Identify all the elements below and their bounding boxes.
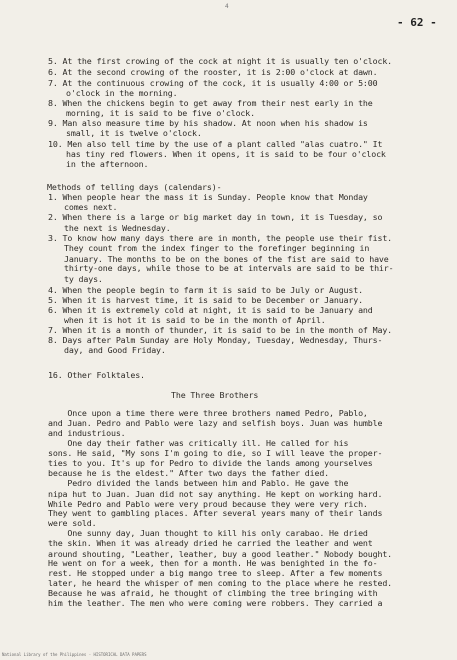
text-line: 10. Men also tell time by the use of a plant called "alas cuatro." It <box>48 139 383 149</box>
text-line: One day their father was critically ill. He called for his <box>48 438 349 448</box>
text-line: day, and Good Friday. <box>64 345 166 355</box>
text-line: ties to you. It's up for Pedro to divide the lands among yourselves <box>48 458 373 468</box>
text-line: Methods of telling days (calendars)- <box>47 182 222 192</box>
text-line: and industrious. <box>48 428 126 438</box>
text-line: 2. When there is a large or big market day in town, it is Tuesday, so <box>48 212 383 222</box>
text-line: later, he heard the whisper of men coming to the place where he rested. <box>48 578 393 588</box>
text-line: morning, it is said to be five o'clock. <box>66 108 255 118</box>
text-line: small, it is twelve o'clock. <box>66 128 202 138</box>
text-line: 7. At the continuous crowing of the cock, it is usually 4:00 or 5:00 <box>48 78 378 88</box>
text-line: in the afternoon. <box>66 159 149 169</box>
text-line: has tiny red flowers. When it opens, it is said to be four o'clock <box>66 149 386 159</box>
text-line: He went on for a week, then for a month. He was benighted in the fo- <box>48 558 378 568</box>
text-line: One sunny day, Juan thought to kill his only carabao. He dried <box>48 528 368 538</box>
text-line: and Juan. Pedro and Pablo were lazy and selfish boys. Juan was humble <box>48 418 383 428</box>
text-line: Because he was afraid, he thought of climbing the tree bringing with <box>48 588 378 598</box>
top-mark: 4 <box>225 3 229 10</box>
text-line: 8. When the chickens begin to get away from their nest early in the <box>48 98 373 108</box>
text-line: 5. At the first crowing of the cock at night it is usually ten o'clock. <box>48 56 393 66</box>
text-line: 3. To know how many days there are in month, the people use their fist. <box>48 233 393 243</box>
text-line: were sold. <box>48 518 97 528</box>
text-line: ty days. <box>64 274 103 284</box>
text-line: 5. When it is harvest time, it is said to be December or January. <box>48 295 363 305</box>
text-line: comes next. <box>64 202 118 212</box>
text-line: They went to gambling places. After several years many of their lands <box>48 508 383 518</box>
text-line: thirty-one days, while those to be at intervals are said to be thir- <box>64 263 394 273</box>
text-line: 4. When the people begin to farm it is said to be July or August. <box>48 285 363 295</box>
text-line: 6. When it is extremely cold at night, it is said to be January and <box>48 305 373 315</box>
text-line: 9. Man also measure time by his shadow. At noon when his shadow is <box>48 118 368 128</box>
text-line: 7. When it is a month of thunder, it is said to be in the month of May. <box>48 325 393 335</box>
text-line: rest. He stopped under a big mango tree to sleep. After a few moments <box>48 568 383 578</box>
page-number: - 62 - <box>397 16 437 29</box>
text-line: the next is Wednesday. <box>64 223 171 233</box>
text-line: January. The months to be on the bones of the fist are said to have <box>64 254 389 264</box>
text-line: the skin. When it was already dried he carried the leather and went <box>48 538 373 548</box>
text-line: Once upon a time there were three brothers named Pedro, Pablo, <box>48 408 368 418</box>
story-title: The Three Brothers <box>171 390 259 400</box>
text-line: o'clock in the morning. <box>66 88 178 98</box>
text-line: They count from the index finger to the forefinger beginning in <box>64 243 370 253</box>
text-line: him the leather. The men who were coming were robbers. They carried a <box>48 598 383 608</box>
text-line: 1. When people hear the mass it is Sunday. People know that Monday <box>48 192 368 202</box>
text-line: 8. Days after Palm Sunday are Holy Monday, Tuesday, Wednesday, Thurs- <box>48 335 383 345</box>
text-line: nipa hut to Juan. Juan did not say anything. He kept on working hard. <box>48 489 383 499</box>
text-line: when it is hot it is said to be in the month of April. <box>64 315 326 325</box>
text-line: Pedro divided the lands between him and Pablo. He gave the <box>48 478 349 488</box>
footer-stamp: National Library of the Philippines · HISTORICAL DATA PAPERS <box>2 652 147 657</box>
section-heading: 16. Other Folktales. <box>48 370 145 380</box>
text-line: sons. He said, "My sons I'm going to die, so I will leave the proper- <box>48 448 383 458</box>
text-line: 6. At the second crowing of the rooster, it is 2:00 o'clock at dawn. <box>48 67 378 77</box>
text-line: While Pedro and Pablo were very proud because they were very rich. <box>48 499 368 509</box>
text-line: because he is the eldest." After two days the father died. <box>48 468 330 478</box>
text-line: around shouting, "Leather, leather, buy a good leather." Nobody bought. <box>48 549 393 559</box>
